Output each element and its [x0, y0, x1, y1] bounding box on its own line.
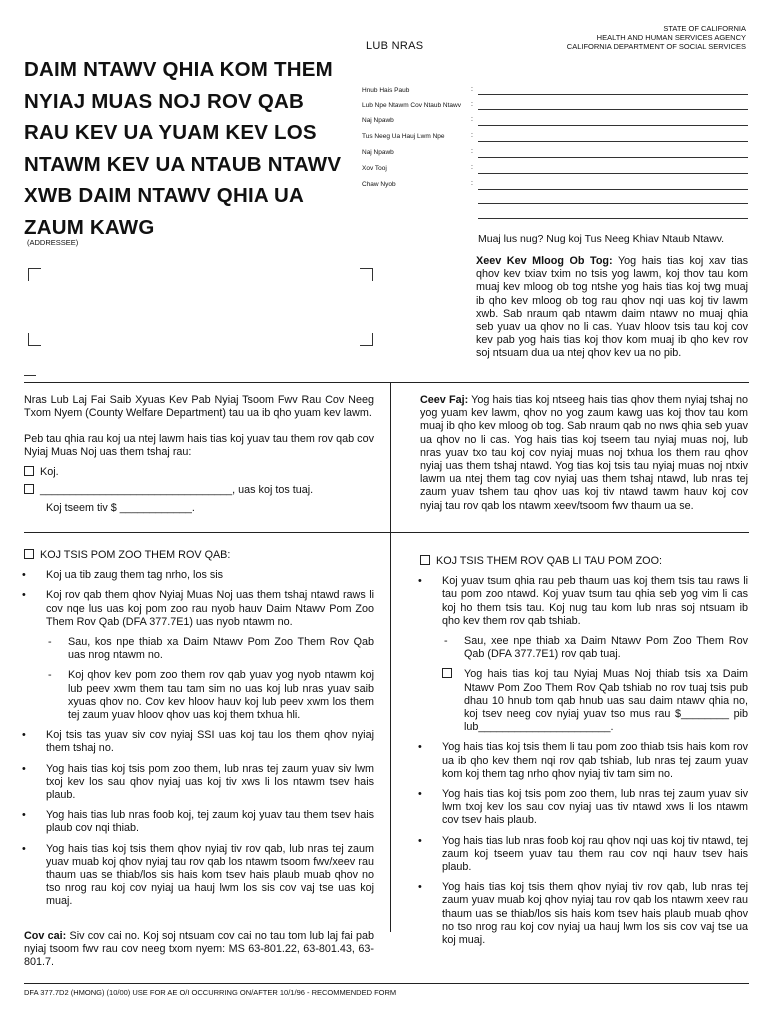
- list-item-text: Yog hais tias lub nras foob koj rau qhov nqi uas koj tiv ntawd, tej zaum koj tseem yuav tau them rau cov nqi hauv tsev hais plaub.: [442, 834, 748, 874]
- field-label-xov-tooj: Xov Tooj: [362, 165, 387, 172]
- addressee-label: (ADDRESSEE): [27, 238, 79, 247]
- sub-item: - Sau, kos npe thiab xa Daim Ntawv Pom Zoo Them Rov Qab uas nrog ntawm no.: [48, 636, 374, 662]
- regulations-paragraph: [24, 930, 374, 970]
- field-line-xov-tooj[interactable]: [478, 173, 748, 174]
- sub-item: - Sau, xee npe thiab xa Daim Ntawv Pom Zoo Them Rov Qab (DFA 377.7E1) rov qab tuaj.: [444, 635, 748, 661]
- address-dash: [24, 375, 36, 376]
- agency-line-2: HEALTH AND HUMAN SERVICES AGENCY: [596, 33, 746, 42]
- state-hearing-heading: Xeev Kev Mloog Ob Tog:: [476, 255, 613, 267]
- field-colon: :: [471, 101, 473, 108]
- field-line-naj-npawb[interactable]: [478, 125, 748, 126]
- field-line-chaw-nyob-3[interactable]: [478, 218, 748, 219]
- checkbox-agree[interactable]: [24, 549, 34, 559]
- checkbox-other[interactable]: [24, 484, 34, 494]
- field-colon: :: [471, 148, 473, 155]
- list-item: • Yog hais tias koj tsis them li tau pom zoo thiab tsis hais kom rov ua ib qho kev them nqi rov qab tshiab, lub nras tej zaum yuav kom koj them tag nrho qhov nyiaj tiv tam sim no.: [418, 741, 748, 780]
- list-item-text: Koj ua tib zaug them tag nrho, los sis: [46, 569, 224, 582]
- checkbox-not-agree[interactable]: [420, 555, 430, 565]
- list-item: • Koj rov qab them qhov Nyiaj Muas Noj uas them tshaj ntawd raws li cov nqe lus uas koj pom zoo rau nyob hauv Daim Ntawv Pom Zoo Them Rov Qab (DFA 377.7E1) uas nyob ntawm no.: [22, 589, 374, 628]
- field-label-npe-ntaub: Lub Npe Ntawm Cov Ntaub Ntawv: [362, 102, 461, 109]
- list-item: • Yog hais tias koj tsis pom zoo them, lub nras tej zaum yuav siv lwm txoj kev los sau qhov nyiaj uas koj tiv xws li los ntawm tsev hais plaub.: [22, 762, 374, 802]
- amount-owed: Koj tseem tiv $ ____________.: [46, 502, 195, 514]
- caution-text: Yog hais tias koj ntseeg hais tias qhov them nyiaj tshaj no yog yuam kev lawm, qhov no yog zaum kawg uas koj thov tau kom muaj ib qho kev mloog ob tog. Sab nraum qab no nws qhia seb yuav ua qhov no li cas. Yog hais tias koj tseem tau nyiaj muas noj, lub nras yuav txo tau koj cov nyiaj muas noj txhua los them rau qhov nyiaj uas them tshaj ntawd. Yog tias koj tsis tau nyiaj muas noj ntxiv lawm ua ntej them tag cov nyiaj uas them tshaj ntawd, lub nras tej zaum yuav tshem tau qhov uas koj tiv ntawd tawm hauv koj cov nyiaj tau rov qab los ntawm xeev/tsoom fwv thaum ua se.: [420, 394, 748, 512]
- field-colon: :: [471, 132, 473, 139]
- list-item-text: Yog hais tias koj tsis pom zoo them, lub nras tej zaum yuav siv lwm txoj kev los sau cov nyiaj uas tiv ntawd xws li los ntawm cov tsev hais plaub.: [442, 788, 748, 827]
- agency-line-1: STATE OF CALIFORNIA: [663, 24, 746, 33]
- field-colon: :: [471, 116, 473, 123]
- sub-item-text: Yog hais tias koj tau Nyiaj Muas Noj thiab tsis xa Daim Ntawv Pom Zoo Them Rov Qab tshiab no rov tuaj tsis pub dhau 10 hnub tom qab hnub uas sau daim ntawv qhia no, koj tsev neeg cov nyiaj yuav tso mus rau $________ pib lub______________________.: [464, 668, 748, 734]
- field-colon: :: [471, 164, 473, 171]
- field-label-neeg-ua-hauj-lwm: Tus Neeg Ua Hauj Lwm Npe: [362, 133, 445, 140]
- agree-section: [24, 549, 374, 916]
- not-agree-heading-row: [420, 555, 748, 568]
- agree-heading: KOJ TSIS POM ZOO THEM ROV QAB:: [40, 549, 231, 561]
- not-agree-heading: KOJ TSIS THEM ROV QAB LI TAU POM ZOO:: [436, 555, 662, 567]
- list-item: • Yog hais tias koj tsis them qhov nyiaj tiv rov qab, lub nras tej zaum yuav muab koj qhov nyiaj tau rov qab los ntawm tsoom fwv/xeev rau thaum uas se thiab/los sis hais kom tsev hais plaub muab qhov no tso nrog rau koj cov nyiaj ua hauj lwm los sis cov vaj tse uas koj muaj.: [22, 842, 374, 908]
- field-line-naj-npawb-2[interactable]: [478, 157, 748, 158]
- field-label-naj-npawb-2: Naj Npawb: [362, 149, 394, 156]
- form-footer: DFA 377.7D2 (HMONG) (10/00) USE FOR AE O/I OCCURRING ON/AFTER 10/1/96 - RECOMMENDED FORM: [24, 988, 397, 997]
- field-label-chaw-nyob: Chaw Nyob: [362, 181, 396, 188]
- checkbox-koj[interactable]: [24, 466, 34, 476]
- regulations-text: Siv cov cai no. Koj soj ntsuam cov cai no tau tom lub laj fai pab nyiaj tsoom fwv rau cov neeg txom nyem: MS 63-801.22, 63-801.43, 63-801.7.: [24, 930, 374, 969]
- field-colon: :: [471, 180, 473, 187]
- sub-item: - Koj qhov kev pom zoo them rov qab yuav yog nyob ntawm koj lub peev xwm them tau tam sim no uas koj lub nras yuav saib xyuas qhov no. Cov kev hloov hauv koj lub peev xwm los them tej zaum yuav hloov qhov uas koj them txhua hli.: [48, 669, 374, 722]
- questions-note: Muaj lus nug? Nug koj Tus Neeg Khiav Ntaub Ntawv.: [478, 233, 725, 245]
- list-item-text: Yog hais tias koj tsis them qhov nyiaj tiv rov qab, lub nras tej zaum yuav muab koj qhov nyiaj tau rov qab los ntawm tsoom fwv/xeev rau thaum uas se thiab/los sis hais kom tsev hais plaub muab qhov no tso nrog rau koj cov nyiaj ua hauj lwm los sis cov vaj tse uas koj muaj.: [46, 842, 374, 908]
- list-item-text: Yog hais tias koj tsis pom zoo them, lub nras tej zaum yuav siv lwm txoj kev los sau qhov nyiaj uas koj tiv xws li los ntawm tsev hais plaub.: [46, 762, 374, 802]
- list-item: • Yog hais tias koj tsis pom zoo them, lub nras tej zaum yuav siv lwm txoj kev los sau cov nyiaj uas tiv ntawd xws li los ntawm cov tsev hais plaub.: [418, 788, 748, 827]
- sub-item-text: Sau, xee npe thiab xa Daim Ntawv Pom Zoo Them Rov Qab (DFA 377.7E1) rov qab tuaj.: [464, 635, 748, 661]
- divider-middle: [24, 532, 749, 533]
- address-corner-bottom-right: [360, 333, 373, 346]
- list-item: • Koj ua tib zaug them tag nrho, los sis: [22, 569, 224, 582]
- divider-vertical-top: [390, 382, 391, 532]
- page-title: DAIM NTAWV QHIA KOM THEM NYIAJ MUAS NOJ ROV QAB RAU KEV UA YUAM KEV LOS NTAWM KEV UA NTAUB NTAWV XWB DAIM NTAWV QHIA UA ZAUM KAWG: [24, 58, 342, 239]
- address-corner-top-left: [28, 268, 41, 281]
- field-label-naj-npawb: Naj Npawb: [362, 117, 394, 124]
- divider-vertical-bottom: [390, 532, 391, 932]
- caution-paragraph: [420, 394, 748, 513]
- list-item-text: Koj tsis tas yuav siv cov nyiaj SSI uas koj tau los them qhov nyiaj them tshaj no.: [46, 729, 374, 755]
- regulations-heading: Cov cai:: [24, 930, 67, 942]
- divider-top: [24, 382, 749, 383]
- state-hearing-text: Yog hais tias koj xav tias qhov kev txiav txim no tsis yog lawm, koj thov tau kom muaj kev mloog ob tog ntshe yog hais tias koj twg muaj ib qho kev mloog ob tog rau qhov nqi uas koj tiv lawm xwb. Sab nraum qab ntawm daim ntawv no muaj qhia seb yuav ua qhov no li cas. Yuav hloov tsis tau koj cov kev pab yog hais tias koj thov kom muaj ib qho kev rov soj ntsuam dua ua ntej qhov kev ua no pib.: [476, 255, 748, 360]
- overpayment-paragraph: Peb tau qhia rau koj ua ntej lawm hais tias koj yuav tau them rov qab cov Nyiaj Muas Noj uas them tshaj rau:: [24, 433, 374, 459]
- sub-item-text: Koj qhov kev pom zoo them rov qab yuav yog nyob ntawm koj lub peev xwm them tau tam sim no uas koj lub nras yuav saib xyuas qhov no. Cov kev hloov hauv koj lub peev xwm los them tej zaum yuav hloov qhov uas koj them txhua hli.: [68, 669, 374, 722]
- list-item-text: Yog hais tias koj tsis them qhov nyiaj tiv rov qab, lub nras tej zaum yuav muab koj qhov nyiaj tau rov qab los ntawm xeev rau thaum uas se thiab/los sis hais kom tsev hais plaub muab qhov no tso nrog rau koj cov nyiaj ua hauj lwm los sis cov vaj tse ua koj muaj.: [442, 881, 748, 947]
- list-item: • Yog hais tias lub nras foob koj rau qhov nqi uas koj tiv ntawd, tej zaum koj tseem yuav tau them rau cov nqi hauv tsev hais plaub.: [418, 834, 748, 874]
- field-label-hnub: Hnub Hais Paub: [362, 87, 410, 94]
- footer-divider: [24, 983, 749, 984]
- field-colon: :: [471, 86, 473, 93]
- list-item: • Yog hais tias lub nras foob koj, tej zaum koj yuav tau them tsev hais plaub cov nqi thiab.: [22, 809, 374, 835]
- agency-line-3: CALIFORNIA DEPARTMENT OF SOCIAL SERVICES: [566, 42, 746, 51]
- list-item: • Koj tsis tas yuav siv cov nyiaj SSI uas koj tau los them qhov nyiaj them tshaj no.: [22, 729, 374, 755]
- field-line-neeg-ua-hauj-lwm[interactable]: [478, 141, 748, 142]
- list-item-text: Koj rov qab them qhov Nyiaj Muas Noj uas them tshaj ntawd raws li cov nqe lus uas koj pom zoo rau nyob hauv Daim Ntawv Pom Zoo Them Rov Qab (DFA 377.7E1) uas nyob ntawm no.: [46, 589, 374, 628]
- field-line-hnub[interactable]: [478, 94, 748, 95]
- county-error-paragraph: Nras Lub Laj Fai Saib Xyuas Kev Pab Nyiaj Tsoom Fwv Rau Cov Neeg Txom Nyem (County Welfare Department) tau ua ib qho yuam kev lawm.: [24, 394, 374, 420]
- not-agree-section: [420, 555, 748, 954]
- agree-heading-row: [24, 549, 374, 562]
- list-item-text: Yog hais tias lub nras foob koj, tej zaum koj yuav tau them tsev hais plaub cov nqi thiab.: [46, 809, 374, 835]
- address-corner-top-right: [360, 268, 373, 281]
- option-other: [24, 484, 374, 497]
- field-line-chaw-nyob-2[interactable]: [478, 203, 748, 204]
- option-koj: [24, 466, 374, 479]
- list-item: • Koj yuav tsum qhia rau peb thaum uas koj them tsis tau raws li tau pom zoo ntawd. Koj yuav tsum tau qhia seb yog vim li cas koj ho them tsis tau. Koj nug tau kom lub nras soj ntsuam ib qho kev them rov qab tshiab.: [418, 575, 748, 627]
- option-other-label: ________________________________, uas koj tos tuaj.: [40, 484, 314, 496]
- field-line-npe-ntaub[interactable]: [478, 109, 748, 110]
- list-item-text: Koj yuav tsum qhia rau peb thaum uas koj them tsis tau raws li tau pom zoo ntawd. Koj yuav tsum tau qhia seb yog vim li cas koj ho them tsis tau. Koj nug tau kom lub nras soj ntsuam ib qho kev them rov qab tshiab.: [442, 575, 748, 627]
- option-koj-label: Koj.: [40, 466, 59, 478]
- address-corner-bottom-left: [28, 333, 41, 346]
- sub-item-text: Sau, kos npe thiab xa Daim Ntawv Pom Zoo Them Rov Qab uas nrog ntawm no.: [68, 636, 374, 662]
- agency-header: [567, 24, 746, 51]
- list-item: • Yog hais tias koj tsis them qhov nyiaj tiv rov qab, lub nras tej zaum yuav muab koj qhov nyiaj tau rov qab los ntawm xeev rau thaum uas se thiab/los sis hais kom tsev hais plaub muab qhov no tso nrog rau koj cov nyiaj ua hauj lwm los sis cov vaj tse ua koj muaj.: [418, 881, 748, 947]
- sub-item: [442, 668, 748, 734]
- field-line-chaw-nyob[interactable]: [478, 189, 748, 190]
- state-hearing-paragraph: [476, 255, 748, 361]
- checkbox-notagree-sub[interactable]: [442, 668, 452, 678]
- caution-heading: Ceev Faj:: [420, 394, 469, 406]
- lub-nras-label: LUB NRAS: [366, 40, 424, 52]
- list-item-text: Yog hais tias koj tsis them li tau pom zoo thiab tsis hais kom rov ua ib qho kev them nqi rov qab tshiab, lub nras tej zaum yuav kom koj them tag nrho qhov nyiaj tiv tam sim no.: [442, 741, 748, 780]
